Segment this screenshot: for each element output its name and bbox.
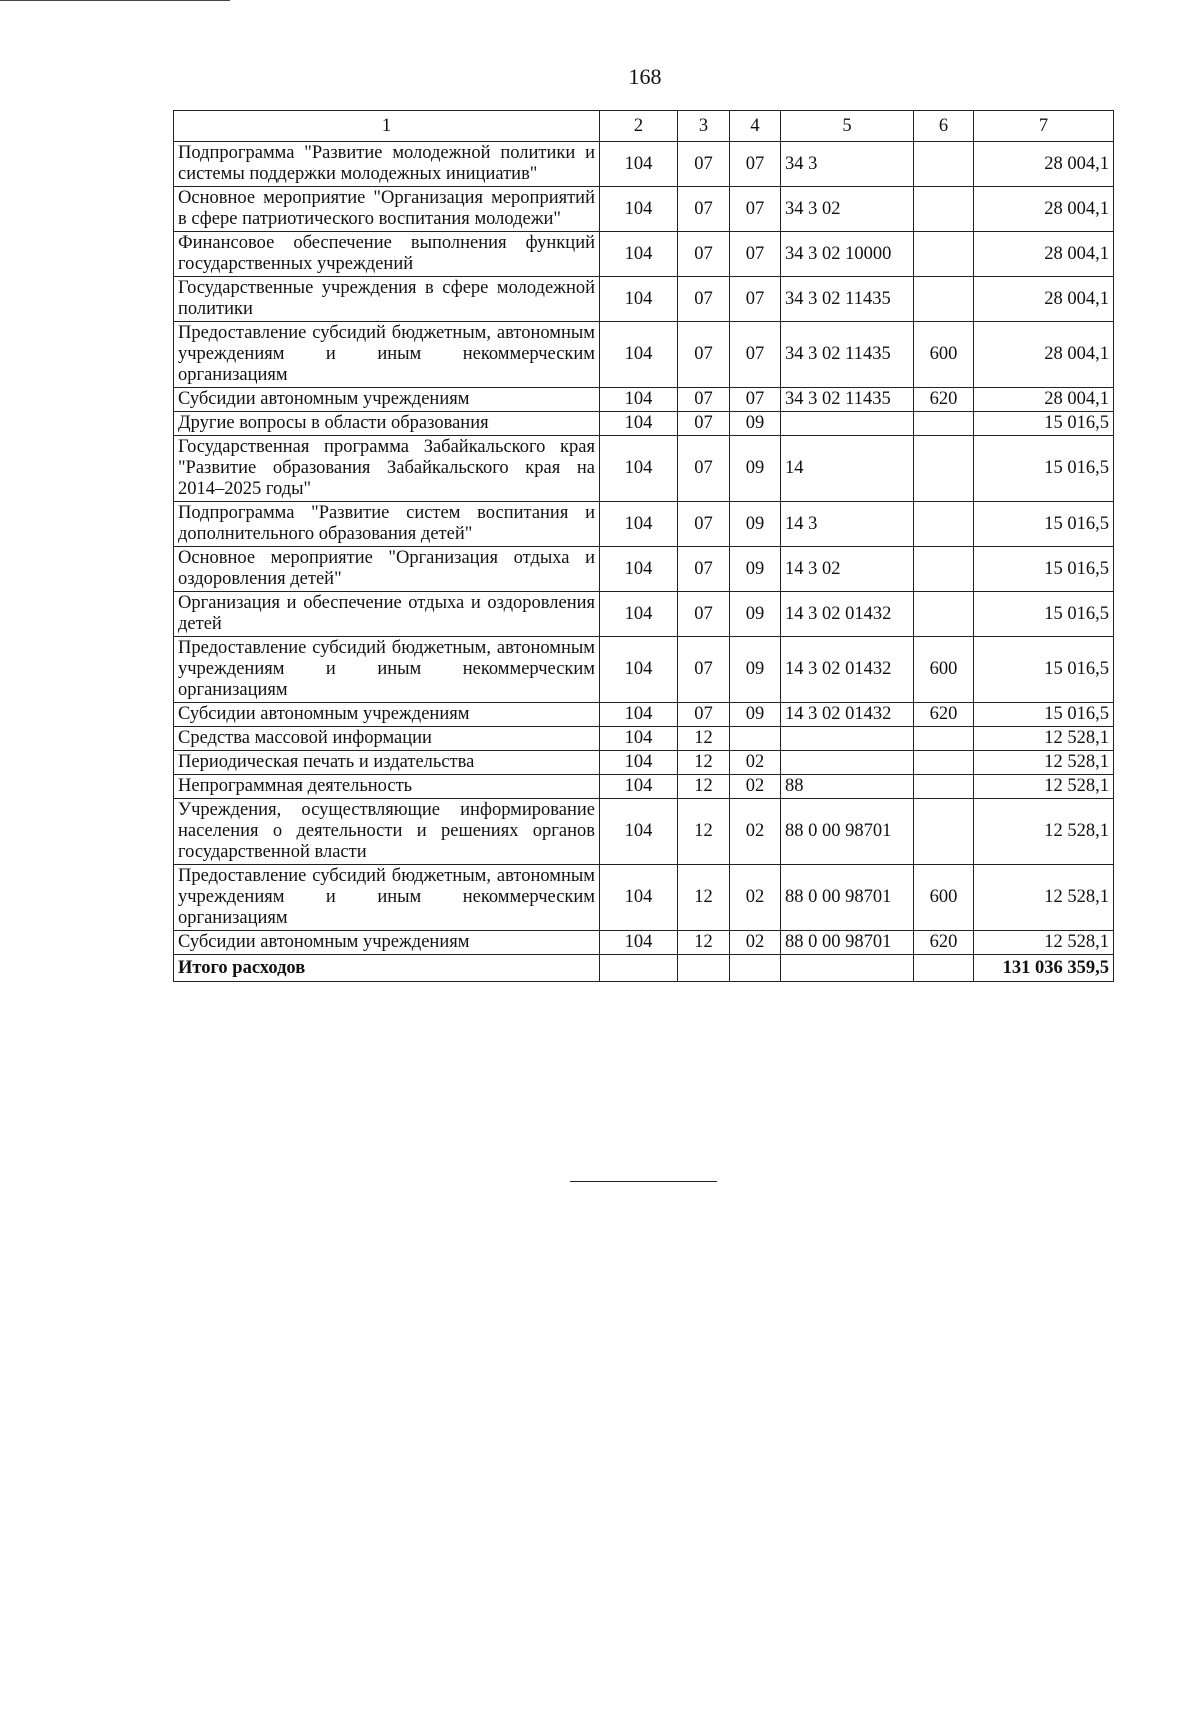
chapter-code: 02 [730,775,781,799]
table-row [174,775,1114,799]
target-article-code: 88 [781,775,914,799]
row-name: Предоставление субсидий бюджетным, автономным учреждениям и иным некоммерческим организациям [174,322,600,388]
row-name: Периодическая печать и издательства [174,751,600,775]
amount: 15 016,5 [974,412,1114,436]
subsection-code: 12 [678,751,730,775]
row-name: Организация и обеспечение отдыха и оздоровления детей [174,592,600,637]
header-row [174,111,1114,142]
chapter-code: 02 [730,799,781,865]
amount: 28 004,1 [974,277,1114,322]
section-code: 104 [600,388,678,412]
target-article-code: 34 3 02 11435 [781,277,914,322]
target-article-code: 34 3 02 10000 [781,232,914,277]
subsection-code: 07 [678,436,730,502]
row-name: Основное мероприятие "Организация мероприятий в сфере патриотического воспитания молодежи" [174,187,600,232]
chapter-code: 07 [730,232,781,277]
table-row [174,865,1114,931]
amount: 28 004,1 [974,142,1114,187]
row-name: Подпрограмма "Развитие систем воспитания и дополнительного образования детей" [174,502,600,547]
amount: 28 004,1 [974,388,1114,412]
amount: 15 016,5 [974,703,1114,727]
section-code: 104 [600,592,678,637]
expense-type-code: 620 [914,388,974,412]
section-code: 104 [600,865,678,931]
chapter-code: 02 [730,931,781,955]
target-article-code: 34 3 02 [781,187,914,232]
target-article-code: 14 3 02 01432 [781,637,914,703]
section-code: 104 [600,502,678,547]
amount: 12 528,1 [974,727,1114,751]
subsection-code: 07 [678,547,730,592]
section-code: 104 [600,799,678,865]
header-cell: 7 [974,111,1114,142]
table-row [174,703,1114,727]
table-row [174,727,1114,751]
subsection-code: 07 [678,322,730,388]
row-name: Учреждения, осуществляющие информирование населения о деятельности и решениях органов государственной власти [174,799,600,865]
section-code: 104 [600,187,678,232]
target-article-code: 34 3 [781,142,914,187]
section-code: 104 [600,775,678,799]
chapter-code: 07 [730,142,781,187]
target-article-code [781,751,914,775]
expense-type-code [914,142,974,187]
target-article-code: 14 3 02 01432 [781,592,914,637]
amount: 28 004,1 [974,322,1114,388]
target-article-code: 14 3 [781,502,914,547]
expense-type-code: 620 [914,931,974,955]
table-row [174,388,1114,412]
target-article-code: 88 0 00 98701 [781,931,914,955]
subsection-code: 12 [678,865,730,931]
header-cell: 5 [781,111,914,142]
expense-type-code: 600 [914,637,974,703]
amount: 15 016,5 [974,502,1114,547]
table-row [174,931,1114,955]
table-row [174,502,1114,547]
table-row [174,799,1114,865]
scan-edge-line [0,0,230,1]
subsection-code: 07 [678,637,730,703]
total-label: Итого расходов [174,955,600,982]
target-article-code: 88 0 00 98701 [781,799,914,865]
section-code: 104 [600,412,678,436]
table-row [174,592,1114,637]
section-code: 104 [600,436,678,502]
table-row [174,412,1114,436]
chapter-code: 09 [730,502,781,547]
target-article-code: 88 0 00 98701 [781,865,914,931]
chapter-code: 02 [730,751,781,775]
table-row [174,751,1114,775]
expense-type-code [914,547,974,592]
table-row [174,322,1114,388]
amount: 28 004,1 [974,187,1114,232]
expense-type-code [914,592,974,637]
amount: 12 528,1 [974,865,1114,931]
expense-type-code [914,277,974,322]
table-body [174,142,1114,955]
chapter-code: 07 [730,388,781,412]
chapter-code: 09 [730,703,781,727]
expense-type-code: 600 [914,322,974,388]
amount: 15 016,5 [974,436,1114,502]
chapter-code: 09 [730,592,781,637]
chapter-code: 02 [730,865,781,931]
section-code: 104 [600,931,678,955]
expense-type-code [914,412,974,436]
table-row [174,277,1114,322]
section-code: 104 [600,727,678,751]
row-name: Финансовое обеспечение выполнения функций государственных учреждений [174,232,600,277]
header-cell: 2 [600,111,678,142]
target-article-code [781,727,914,751]
empty-cell [600,955,678,982]
total-value: 131 036 359,5 [974,955,1114,982]
subsection-code: 07 [678,703,730,727]
section-code: 104 [600,703,678,727]
row-name: Государственные учреждения в сфере молодежной политики [174,277,600,322]
expense-type-code [914,775,974,799]
subsection-code: 07 [678,232,730,277]
total-row [174,955,1114,982]
target-article-code: 34 3 02 11435 [781,388,914,412]
section-code: 104 [600,322,678,388]
expense-type-code [914,727,974,751]
section-code: 104 [600,277,678,322]
amount: 15 016,5 [974,637,1114,703]
header-cell: 3 [678,111,730,142]
header-cell: 6 [914,111,974,142]
expense-type-code: 620 [914,703,974,727]
amount: 15 016,5 [974,547,1114,592]
subsection-code: 12 [678,727,730,751]
empty-cell [781,955,914,982]
target-article-code: 14 3 02 01432 [781,703,914,727]
header-cell: 4 [730,111,781,142]
subsection-code: 12 [678,799,730,865]
row-name: Другие вопросы в области образования [174,412,600,436]
empty-cell [730,955,781,982]
amount: 15 016,5 [974,592,1114,637]
table-row [174,637,1114,703]
expense-type-code [914,799,974,865]
amount: 12 528,1 [974,931,1114,955]
budget-table [173,110,1114,982]
chapter-code: 07 [730,277,781,322]
expense-type-code [914,232,974,277]
chapter-code: 09 [730,436,781,502]
row-name: Субсидии автономным учреждениям [174,703,600,727]
chapter-code: 07 [730,187,781,232]
row-name: Средства массовой информации [174,727,600,751]
chapter-code: 07 [730,322,781,388]
section-code: 104 [600,547,678,592]
subsection-code: 07 [678,502,730,547]
amount: 28 004,1 [974,232,1114,277]
table-row [174,232,1114,277]
subsection-code: 07 [678,388,730,412]
section-code: 104 [600,142,678,187]
subsection-code: 07 [678,592,730,637]
amount: 12 528,1 [974,799,1114,865]
expense-type-code [914,751,974,775]
subsection-code: 07 [678,142,730,187]
expense-type-code [914,187,974,232]
table-row [174,187,1114,232]
row-name: Непрограммная деятельность [174,775,600,799]
subsection-code: 07 [678,277,730,322]
table-row [174,142,1114,187]
row-name: Предоставление субсидий бюджетным, автономным учреждениям и иным некоммерческим организациям [174,865,600,931]
expense-type-code [914,502,974,547]
target-article-code: 14 [781,436,914,502]
subsection-code: 07 [678,412,730,436]
subsection-code: 12 [678,931,730,955]
empty-cell [914,955,974,982]
amount: 12 528,1 [974,775,1114,799]
amount: 12 528,1 [974,751,1114,775]
table-row [174,547,1114,592]
subsection-code: 07 [678,187,730,232]
row-name: Основное мероприятие "Организация отдыха и оздоровления детей" [174,547,600,592]
target-article-code [781,412,914,436]
chapter-code: 09 [730,637,781,703]
section-code: 104 [600,637,678,703]
table-row [174,436,1114,502]
expense-type-code: 600 [914,865,974,931]
subsection-code: 12 [678,775,730,799]
row-name: Субсидии автономным учреждениям [174,931,600,955]
row-name: Подпрограмма "Развитие молодежной политики и системы поддержки молодежных инициатив" [174,142,600,187]
section-code: 104 [600,751,678,775]
end-rule [570,1181,717,1182]
target-article-code: 14 3 02 [781,547,914,592]
header-cell: 1 [174,111,600,142]
row-name: Государственная программа Забайкальского края "Развитие образования Забайкальского края на 2014–2025 годы" [174,436,600,502]
chapter-code [730,727,781,751]
section-code: 104 [600,232,678,277]
chapter-code: 09 [730,412,781,436]
chapter-code: 09 [730,547,781,592]
expense-type-code [914,436,974,502]
empty-cell [678,955,730,982]
row-name: Предоставление субсидий бюджетным, автономным учреждениям и иным некоммерческим организациям [174,637,600,703]
page-number: 168 [628,64,662,89]
target-article-code: 34 3 02 11435 [781,322,914,388]
row-name: Субсидии автономным учреждениям [174,388,600,412]
